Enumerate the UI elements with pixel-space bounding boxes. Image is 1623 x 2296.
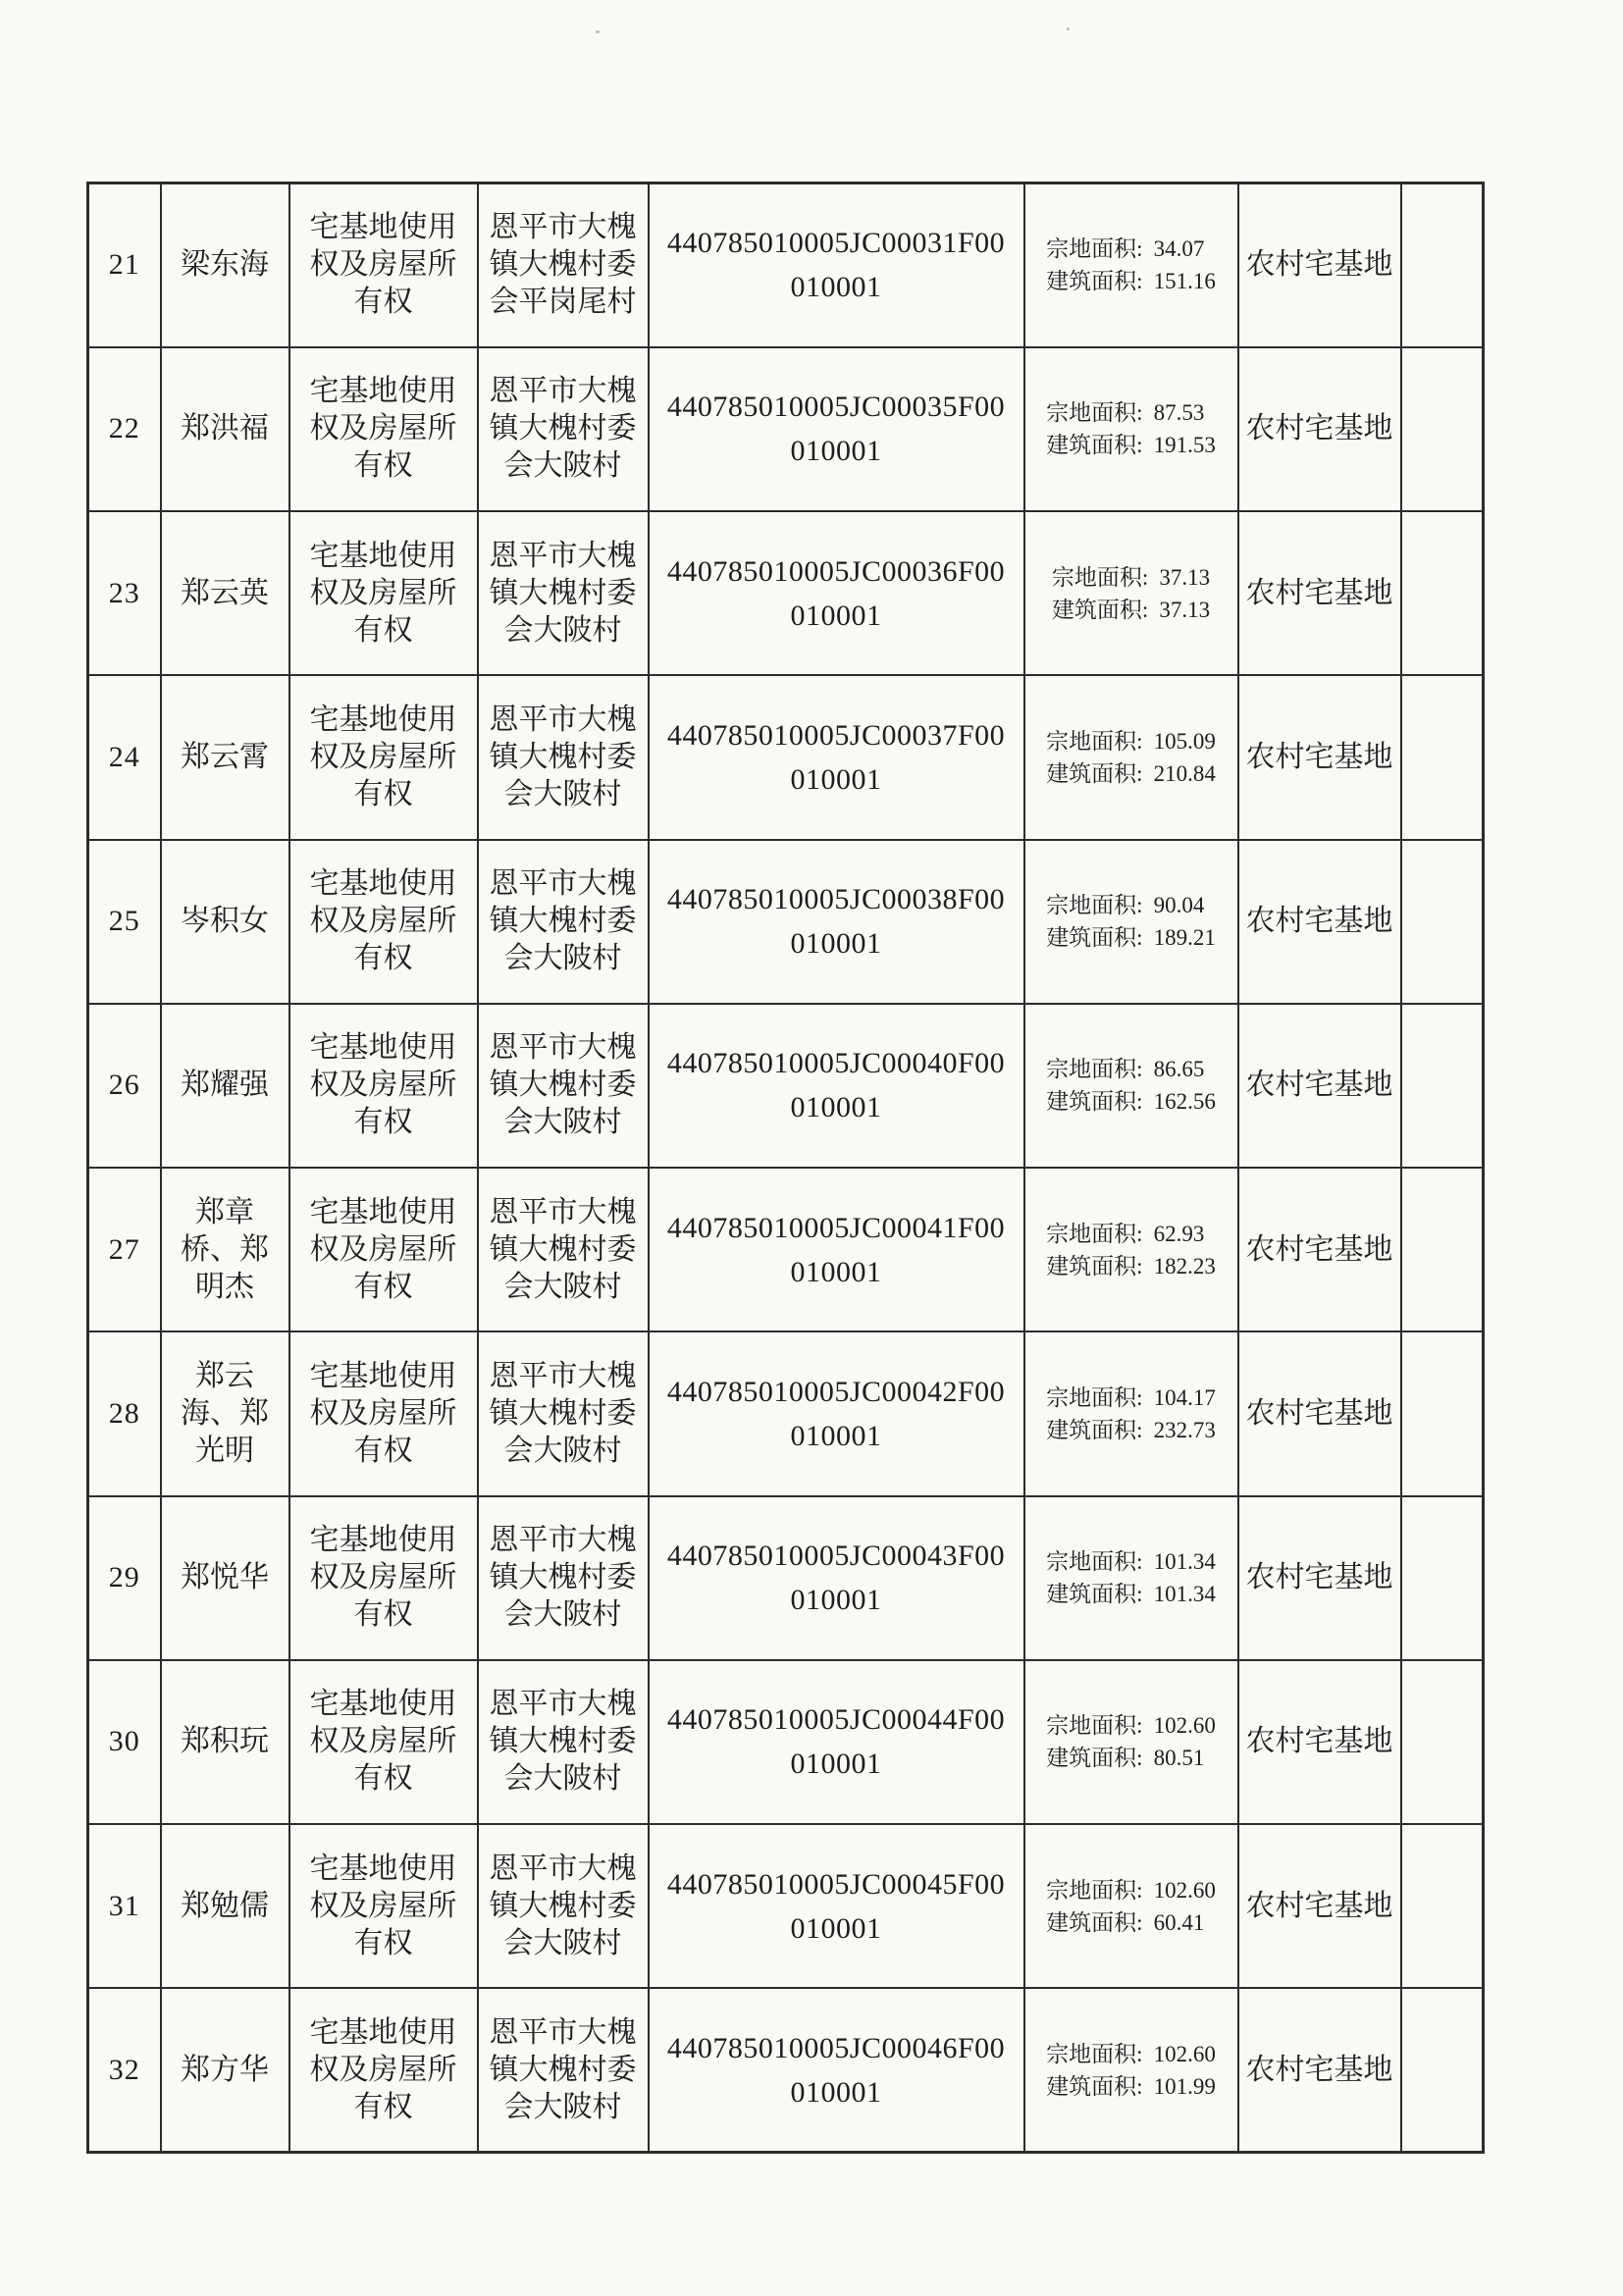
rights-type: 宅基地使用权及房屋所有权 bbox=[309, 1031, 457, 1139]
parcel-area-value: 105.09 bbox=[1153, 728, 1216, 754]
building-area-value: 80.51 bbox=[1153, 1746, 1205, 1771]
parcel-area-value: 37.13 bbox=[1159, 564, 1211, 590]
owner-name: 岑积女 bbox=[181, 905, 269, 938]
parcel-code: 440785010005JC00042F00010001 bbox=[666, 1375, 1006, 1452]
area-cell bbox=[1024, 347, 1238, 511]
scan-speck bbox=[1067, 27, 1070, 30]
parcel-code-cell bbox=[649, 840, 1024, 1004]
rights-type-cell bbox=[289, 347, 478, 511]
owner-name: 郑方华 bbox=[181, 2053, 269, 2086]
row-number: 30 bbox=[108, 1725, 140, 1758]
row-number: 25 bbox=[108, 905, 140, 938]
location-cell bbox=[478, 511, 649, 675]
parcel-area-label: 宗地面积: bbox=[1046, 1877, 1143, 1903]
location: 恩平市大槐镇大槐村委会大陂村 bbox=[489, 539, 637, 647]
area-block bbox=[1046, 1218, 1216, 1282]
owner-name-cell bbox=[161, 1004, 289, 1168]
table-row bbox=[88, 1988, 1484, 2152]
location: 恩平市大槐镇大槐村委会大陂村 bbox=[489, 867, 637, 975]
row-number-cell bbox=[88, 1660, 161, 1824]
row-number: 29 bbox=[108, 1561, 140, 1594]
rights-type-cell bbox=[289, 1988, 478, 2152]
building-area-label: 建筑面积: bbox=[1046, 2073, 1143, 2099]
parcel-area-line bbox=[1046, 1874, 1216, 1906]
parcel-area-line bbox=[1046, 1709, 1216, 1742]
rights-type-cell bbox=[289, 1824, 478, 1988]
land-type: 农村宅基地 bbox=[1245, 1069, 1393, 1102]
parcel-area-line bbox=[1046, 889, 1216, 921]
land-type-cell bbox=[1238, 347, 1401, 511]
building-area-label: 建筑面积: bbox=[1046, 1909, 1143, 1935]
land-type-cell bbox=[1238, 840, 1401, 1004]
area-block bbox=[1052, 561, 1210, 626]
rights-type: 宅基地使用权及房屋所有权 bbox=[309, 375, 457, 483]
building-area-label: 建筑面积: bbox=[1051, 597, 1149, 622]
table-row bbox=[88, 840, 1484, 1004]
area-cell bbox=[1024, 840, 1238, 1004]
row-number-cell bbox=[88, 347, 161, 511]
table-row bbox=[88, 1168, 1484, 1331]
table-row bbox=[88, 675, 1484, 839]
location-cell bbox=[478, 347, 649, 511]
owner-name-cell bbox=[161, 1168, 289, 1331]
rights-type: 宅基地使用权及房屋所有权 bbox=[309, 211, 457, 319]
owner-name: 郑云霄 bbox=[181, 740, 269, 773]
land-type: 农村宅基地 bbox=[1245, 1561, 1393, 1594]
parcel-code: 440785010005JC00036F00010001 bbox=[666, 554, 1006, 632]
parcel-code-cell bbox=[649, 1496, 1024, 1660]
owner-name: 梁东海 bbox=[181, 248, 269, 282]
rights-type-cell bbox=[289, 183, 478, 347]
parcel-area-label: 宗地面积: bbox=[1046, 1384, 1143, 1410]
owner-name-cell bbox=[161, 1988, 289, 2152]
row-number: 31 bbox=[108, 1889, 140, 1922]
location: 恩平市大槐镇大槐村委会大陂村 bbox=[489, 1688, 637, 1796]
row-number-cell bbox=[88, 1824, 161, 1988]
building-area-label: 建筑面积: bbox=[1046, 1089, 1143, 1115]
owner-name-cell bbox=[161, 347, 289, 511]
owner-name-cell bbox=[161, 1824, 289, 1988]
location: 恩平市大槐镇大槐村委会大陂村 bbox=[489, 703, 637, 810]
area-cell bbox=[1024, 1004, 1238, 1168]
table-row bbox=[88, 1824, 1484, 1988]
owner-name-cell bbox=[161, 1660, 289, 1824]
building-area-value: 182.23 bbox=[1153, 1253, 1216, 1278]
parcel-code-cell bbox=[649, 1824, 1024, 1988]
building-area-value: 162.56 bbox=[1153, 1089, 1216, 1115]
parcel-code: 440785010005JC00038F00010001 bbox=[666, 883, 1006, 961]
building-area-label: 建筑面积: bbox=[1046, 1746, 1143, 1771]
empty-cell bbox=[1401, 840, 1484, 1004]
owner-name: 郑积玩 bbox=[181, 1725, 269, 1758]
parcel-code-cell bbox=[649, 1004, 1024, 1168]
rights-type-cell bbox=[289, 511, 478, 675]
rights-type-cell bbox=[289, 1004, 478, 1168]
parcel-code: 440785010005JC00045F00010001 bbox=[666, 1867, 1006, 1945]
building-area-value: 60.41 bbox=[1153, 1909, 1205, 1935]
owner-name-cell bbox=[161, 511, 289, 675]
owner-name: 郑洪福 bbox=[181, 412, 269, 445]
parcel-code: 440785010005JC00041F00010001 bbox=[666, 1211, 1006, 1288]
land-type-cell bbox=[1238, 1004, 1401, 1168]
land-type: 农村宅基地 bbox=[1245, 2053, 1393, 2086]
parcel-area-line bbox=[1046, 396, 1216, 429]
row-number: 22 bbox=[108, 412, 140, 445]
area-cell bbox=[1024, 675, 1238, 839]
location-cell bbox=[478, 1988, 649, 2152]
parcel-area-line bbox=[1046, 2038, 1216, 2070]
parcel-code-cell bbox=[649, 347, 1024, 511]
land-type: 农村宅基地 bbox=[1245, 1889, 1393, 1922]
parcel-area-value: 62.93 bbox=[1153, 1221, 1205, 1246]
building-area-value: 210.84 bbox=[1153, 760, 1216, 786]
land-type-cell bbox=[1238, 183, 1401, 347]
rights-type-cell bbox=[289, 840, 478, 1004]
parcel-area-label: 宗地面积: bbox=[1046, 1713, 1143, 1739]
land-type: 农村宅基地 bbox=[1245, 1725, 1393, 1758]
parcel-area-value: 102.60 bbox=[1153, 1877, 1216, 1903]
building-area-value: 101.99 bbox=[1153, 2073, 1216, 2099]
area-cell bbox=[1024, 1660, 1238, 1824]
owner-name-cell bbox=[161, 675, 289, 839]
building-area-line bbox=[1046, 1414, 1216, 1446]
parcel-code-cell bbox=[649, 511, 1024, 675]
parcel-area-label: 宗地面积: bbox=[1046, 236, 1143, 262]
building-area-line bbox=[1046, 265, 1216, 297]
rights-type: 宅基地使用权及房屋所有权 bbox=[309, 1852, 457, 1959]
empty-cell bbox=[1401, 1168, 1484, 1331]
parcel-code-cell bbox=[649, 1988, 1024, 2152]
row-number: 27 bbox=[108, 1232, 140, 1266]
parcel-area-label: 宗地面积: bbox=[1046, 728, 1143, 754]
table-body bbox=[88, 183, 1484, 2153]
building-area-value: 189.21 bbox=[1153, 925, 1216, 951]
row-number: 23 bbox=[108, 576, 140, 609]
location: 恩平市大槐镇大槐村委会大陂村 bbox=[489, 375, 637, 483]
building-area-label: 建筑面积: bbox=[1046, 925, 1143, 951]
land-type-cell bbox=[1238, 1660, 1401, 1824]
building-area-value: 232.73 bbox=[1153, 1417, 1216, 1442]
location: 恩平市大槐镇大槐村委会大陂村 bbox=[489, 1524, 637, 1632]
parcel-code-cell bbox=[649, 1168, 1024, 1331]
land-type: 农村宅基地 bbox=[1245, 1232, 1393, 1266]
rights-type: 宅基地使用权及房屋所有权 bbox=[309, 2015, 457, 2123]
location-cell bbox=[478, 1660, 649, 1824]
parcel-area-value: 101.34 bbox=[1153, 1549, 1216, 1575]
table-row bbox=[88, 1660, 1484, 1824]
row-number: 32 bbox=[108, 2053, 140, 2086]
building-area-line bbox=[1046, 429, 1216, 461]
location: 恩平市大槐镇大槐村委会平岗尾村 bbox=[489, 211, 637, 319]
land-type-cell bbox=[1238, 1168, 1401, 1331]
area-block bbox=[1046, 725, 1216, 790]
location: 恩平市大槐镇大槐村委会大陂村 bbox=[489, 1852, 637, 1959]
building-area-label: 建筑面积: bbox=[1046, 1582, 1143, 1607]
parcel-area-value: 102.60 bbox=[1153, 2041, 1216, 2066]
row-number-cell bbox=[88, 1004, 161, 1168]
parcel-code: 440785010005JC00040F00010001 bbox=[666, 1047, 1006, 1124]
parcel-code: 440785010005JC00035F00010001 bbox=[666, 391, 1006, 468]
location-cell bbox=[478, 183, 649, 347]
row-number-cell bbox=[88, 511, 161, 675]
area-cell bbox=[1024, 1988, 1238, 2152]
location-cell bbox=[478, 1824, 649, 1988]
building-area-label: 建筑面积: bbox=[1046, 1417, 1143, 1442]
row-number: 21 bbox=[108, 248, 140, 282]
land-type: 农村宅基地 bbox=[1245, 576, 1393, 609]
area-cell bbox=[1024, 511, 1238, 675]
building-area-line bbox=[1046, 2070, 1216, 2103]
parcel-area-label: 宗地面积: bbox=[1046, 1221, 1143, 1246]
land-type: 农村宅基地 bbox=[1245, 412, 1393, 445]
parcel-area-label: 宗地面积: bbox=[1046, 1549, 1143, 1575]
parcel-code-cell bbox=[649, 1660, 1024, 1824]
owner-name-cell bbox=[161, 840, 289, 1004]
building-area-line bbox=[1046, 1250, 1216, 1282]
row-number-cell bbox=[88, 1988, 161, 2152]
building-area-value: 37.13 bbox=[1159, 597, 1211, 622]
land-type: 农村宅基地 bbox=[1245, 248, 1393, 282]
owner-name: 郑云英 bbox=[181, 576, 269, 609]
empty-cell bbox=[1401, 1331, 1484, 1495]
area-cell bbox=[1024, 1331, 1238, 1495]
building-area-label: 建筑面积: bbox=[1046, 433, 1143, 458]
building-area-line bbox=[1046, 1085, 1216, 1118]
location-cell bbox=[478, 840, 649, 1004]
parcel-code: 440785010005JC00043F00010001 bbox=[666, 1539, 1006, 1617]
building-area-line bbox=[1046, 1578, 1216, 1610]
owner-name-cell bbox=[161, 183, 289, 347]
location-cell bbox=[478, 675, 649, 839]
rights-type-cell bbox=[289, 1331, 478, 1495]
empty-cell bbox=[1401, 675, 1484, 839]
empty-cell bbox=[1401, 1824, 1484, 1988]
empty-cell bbox=[1401, 511, 1484, 675]
empty-cell bbox=[1401, 1004, 1484, 1168]
building-area-line bbox=[1052, 594, 1210, 626]
building-area-label: 建筑面积: bbox=[1046, 269, 1143, 294]
table-row bbox=[88, 347, 1484, 511]
building-area-line bbox=[1046, 1906, 1216, 1939]
parcel-code: 440785010005JC00037F00010001 bbox=[666, 718, 1006, 796]
owner-name: 郑悦华 bbox=[181, 1561, 269, 1594]
parcel-area-label: 宗地面积: bbox=[1046, 400, 1143, 426]
building-area-line bbox=[1046, 921, 1216, 954]
parcel-code-cell bbox=[649, 183, 1024, 347]
parcel-area-line bbox=[1046, 1382, 1216, 1414]
empty-cell bbox=[1401, 1660, 1484, 1824]
parcel-area-line bbox=[1046, 233, 1216, 265]
land-type-cell bbox=[1238, 1988, 1401, 2152]
parcel-code: 440785010005JC00031F00010001 bbox=[666, 227, 1006, 304]
location: 恩平市大槐镇大槐村委会大陂村 bbox=[489, 1195, 637, 1303]
table-row bbox=[88, 183, 1484, 347]
parcel-area-line bbox=[1046, 725, 1216, 757]
parcel-code: 440785010005JC00046F00010001 bbox=[666, 2031, 1006, 2109]
table-row bbox=[88, 1496, 1484, 1660]
table-row bbox=[88, 1331, 1484, 1495]
row-number-cell bbox=[88, 840, 161, 1004]
rights-type-cell bbox=[289, 1496, 478, 1660]
rights-type: 宅基地使用权及房屋所有权 bbox=[309, 703, 457, 810]
rights-type: 宅基地使用权及房屋所有权 bbox=[309, 1359, 457, 1467]
parcel-area-label: 宗地面积: bbox=[1046, 893, 1143, 918]
owner-name: 郑云海、郑光明 bbox=[181, 1359, 269, 1467]
empty-cell bbox=[1401, 1988, 1484, 2152]
land-type: 农村宅基地 bbox=[1245, 740, 1393, 773]
location-cell bbox=[478, 1496, 649, 1660]
parcel-area-line bbox=[1046, 1218, 1216, 1250]
area-block bbox=[1046, 1709, 1216, 1774]
building-area-value: 191.53 bbox=[1153, 433, 1216, 458]
row-number: 26 bbox=[108, 1069, 140, 1102]
area-block bbox=[1046, 2038, 1216, 2103]
building-area-value: 151.16 bbox=[1153, 269, 1216, 294]
row-number: 28 bbox=[108, 1396, 140, 1430]
table-row bbox=[88, 1004, 1484, 1168]
location: 恩平市大槐镇大槐村委会大陂村 bbox=[489, 1359, 637, 1467]
area-block bbox=[1046, 1874, 1216, 1939]
area-block bbox=[1046, 1545, 1216, 1610]
land-type-cell bbox=[1238, 675, 1401, 839]
rights-type: 宅基地使用权及房屋所有权 bbox=[309, 1524, 457, 1632]
location-cell bbox=[478, 1004, 649, 1168]
row-number: 24 bbox=[108, 740, 140, 773]
row-number-cell bbox=[88, 1168, 161, 1331]
rights-type: 宅基地使用权及房屋所有权 bbox=[309, 1195, 457, 1303]
area-cell bbox=[1024, 1824, 1238, 1988]
rights-type-cell bbox=[289, 1168, 478, 1331]
parcel-area-line bbox=[1046, 1545, 1216, 1578]
owner-name-cell bbox=[161, 1496, 289, 1660]
row-number-cell bbox=[88, 675, 161, 839]
owner-name-cell bbox=[161, 1331, 289, 1495]
land-type: 农村宅基地 bbox=[1245, 1396, 1393, 1430]
parcel-code-cell bbox=[649, 1331, 1024, 1495]
area-block bbox=[1046, 1053, 1216, 1118]
area-block bbox=[1046, 1382, 1216, 1446]
table-row bbox=[88, 511, 1484, 675]
building-area-label: 建筑面积: bbox=[1046, 1253, 1143, 1278]
parcel-area-label: 宗地面积: bbox=[1046, 2041, 1143, 2066]
land-type-cell bbox=[1238, 1496, 1401, 1660]
land-type-cell bbox=[1238, 511, 1401, 675]
row-number-cell bbox=[88, 183, 161, 347]
owner-name: 郑章桥、郑明杰 bbox=[181, 1195, 269, 1303]
parcel-area-value: 86.65 bbox=[1153, 1057, 1205, 1082]
parcel-area-line bbox=[1052, 561, 1210, 594]
location-cell bbox=[478, 1331, 649, 1495]
parcel-area-value: 90.04 bbox=[1153, 893, 1205, 918]
owner-name: 郑勉儒 bbox=[181, 1889, 269, 1922]
location-cell bbox=[478, 1168, 649, 1331]
parcel-area-label: 宗地面积: bbox=[1046, 1057, 1143, 1082]
area-block bbox=[1046, 889, 1216, 954]
rights-type-cell bbox=[289, 675, 478, 839]
parcel-area-value: 87.53 bbox=[1153, 400, 1205, 426]
empty-cell bbox=[1401, 347, 1484, 511]
building-area-line bbox=[1046, 757, 1216, 790]
rights-type-cell bbox=[289, 1660, 478, 1824]
land-type-cell bbox=[1238, 1331, 1401, 1495]
parcel-area-value: 102.60 bbox=[1153, 1713, 1216, 1739]
land-registration-table bbox=[86, 182, 1485, 2154]
empty-cell bbox=[1401, 183, 1484, 347]
rights-type: 宅基地使用权及房屋所有权 bbox=[309, 867, 457, 975]
parcel-area-value: 104.17 bbox=[1153, 1384, 1216, 1410]
rights-type: 宅基地使用权及房屋所有权 bbox=[309, 1688, 457, 1796]
area-block bbox=[1046, 396, 1216, 461]
owner-name: 郑耀强 bbox=[181, 1069, 269, 1102]
row-number-cell bbox=[88, 1496, 161, 1660]
empty-cell bbox=[1401, 1496, 1484, 1660]
land-type: 农村宅基地 bbox=[1245, 905, 1393, 938]
area-block bbox=[1046, 233, 1216, 297]
parcel-code: 440785010005JC00044F00010001 bbox=[666, 1703, 1006, 1781]
building-area-value: 101.34 bbox=[1153, 1582, 1216, 1607]
scan-speck bbox=[596, 30, 600, 33]
parcel-area-label: 宗地面积: bbox=[1051, 564, 1149, 590]
area-cell bbox=[1024, 1168, 1238, 1331]
row-number-cell bbox=[88, 1331, 161, 1495]
rights-type: 宅基地使用权及房屋所有权 bbox=[309, 539, 457, 647]
building-area-label: 建筑面积: bbox=[1046, 760, 1143, 786]
area-cell bbox=[1024, 1496, 1238, 1660]
building-area-line bbox=[1046, 1742, 1216, 1774]
area-cell bbox=[1024, 183, 1238, 347]
parcel-area-line bbox=[1046, 1053, 1216, 1085]
location: 恩平市大槐镇大槐村委会大陂村 bbox=[489, 2015, 637, 2123]
parcel-area-value: 34.07 bbox=[1153, 236, 1205, 262]
land-type-cell bbox=[1238, 1824, 1401, 1988]
location: 恩平市大槐镇大槐村委会大陂村 bbox=[489, 1031, 637, 1139]
parcel-code-cell bbox=[649, 675, 1024, 839]
